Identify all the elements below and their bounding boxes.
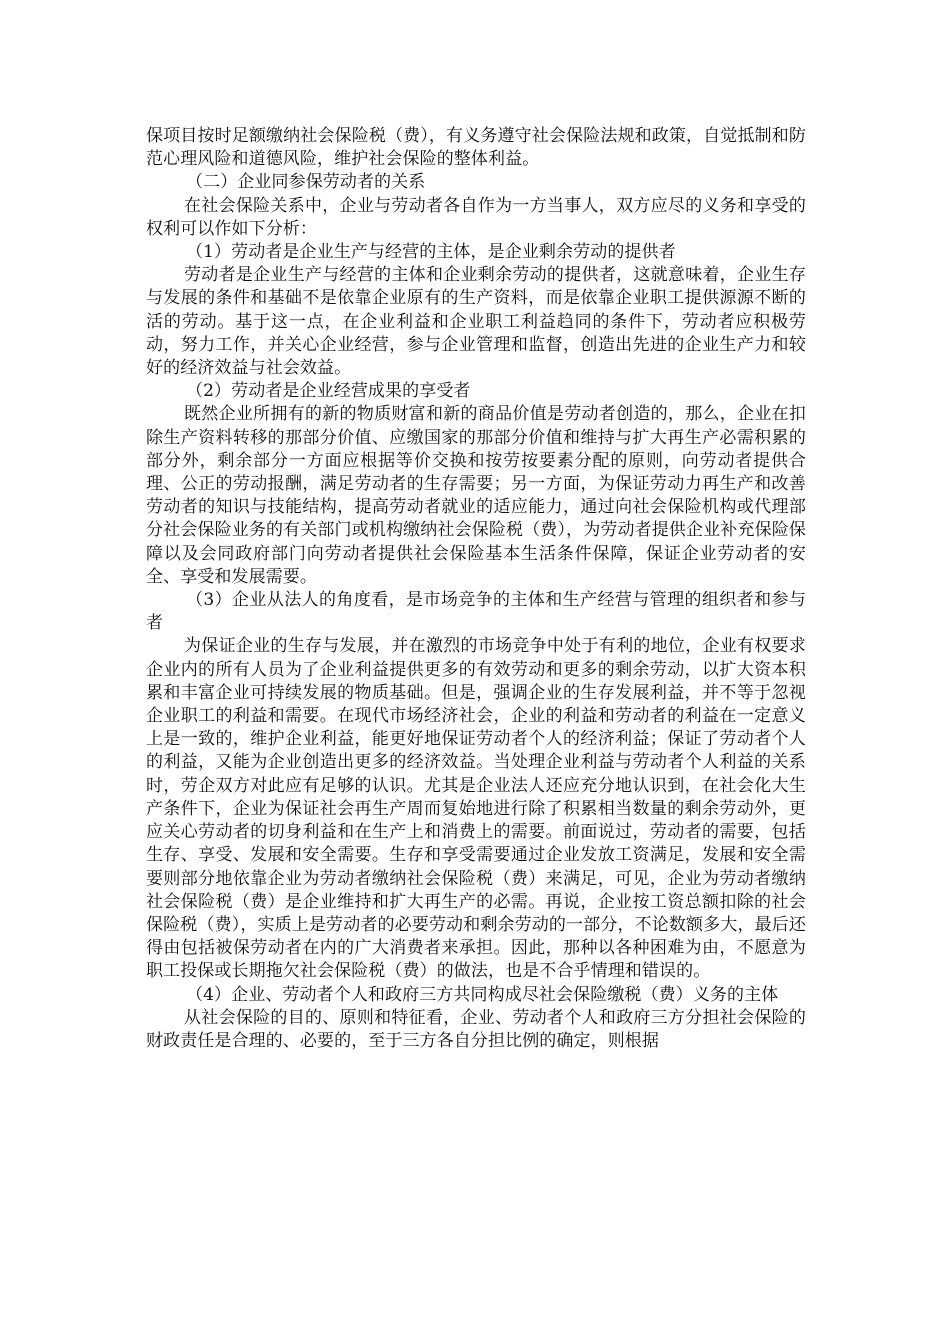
- body-paragraph: 从社会保险的目的、原则和特征看，企业、劳动者个人和政府三方分担社会保险的财政责任是合理的、必要的，至于三方各自分担比例的确定，则根据: [146, 1007, 806, 1051]
- document-body: [146, 125, 806, 1053]
- body-paragraph: 为保证企业的生存与发展，并在激烈的市场竞争中处于有利的地位，企业有权要求企业内的所有人员为了企业利益提供更多的有效劳动和更多的剩余劳动，以扩大资本积累和丰富企业可持续发展的物质基础。但是，强调企业的生存发展利益，并不等于忽视企业职工的利益和需要。在现代市场经济社会，企业的利益和劳动者的利益在一定意义上是一致的，维护企业利益，能更好地保证劳动者个人的经济利益；保证了劳动者个人的利益，又能为企业创造出更多的经济效益。当处理企业利益与劳动者个人利益的关系时，劳企双方对此应有足够的认识。尤其是企业法人还应充分地认识到，在社会化大生产条件下，企业为保证社会再生产周而复始地进行除了积累相当数量的剩余劳动外，更应关心劳动者的切身利益和在生产上和消费上的需要。前面说过，劳动者的需要，包括生存、享受、发展和安全需要。生存和享受需要通过企业发放工资满足，发展和安全需要则部分地依靠企业为劳动者缴纳社会保险税（费）来满足，可见，企业为劳动者缴纳社会保险税（费）是企业维持和扩大再生产的必需。再说，企业按工资总额扣除的社会保险税（费），实质上是劳动者的必要劳动和剩余劳动的一部分，不论数额多大，最后还得由包括被保劳动者在内的广大消费者来承担。因此，那种以各种困难为由，不愿意为职工投保或长期拖欠社会保险税（费）的做法，也是不合乎情理和错误的。: [146, 636, 806, 982]
- body-paragraph: 保项目按时足额缴纳社会保险税（费），有义务遵守社会保险法规和政策，自觉抵制和防范心理风险和道德风险，维护社会保险的整体利益。: [146, 126, 806, 170]
- subsection-heading: （1）劳动者是企业生产与经营的主体，是企业剩余劳动的提供者: [186, 242, 676, 263]
- subsection-heading: （3）企业从法人的角度看，是市场竞争的主体和生产经营与管理的组织者和参与者: [146, 590, 806, 634]
- section-heading: （二）企业同参保劳动者的关系: [186, 172, 426, 193]
- body-paragraph: 既然企业所拥有的新的物质财富和新的商品价值是劳动者创造的，那么，企业在扣除生产资料转移的那部分价值、应缴国家的那部分价值和维持与扩大再生产必需积累的部分外，剩余部分一方面应根据等价交换和按劳按要素分配的原则，向劳动者提供合理、公正的劳动报酬，满足劳动者的生存需要；另一方面，为保证劳动力再生产和改善劳动者的知识与技能结构，提高劳动者就业的适应能力，通过向社会保险机构或代理部分社会保险业务的有关部门或机构缴纳社会保险税（费），为劳动者提供企业补充保险保障以及会同政府部门向劳动者提供社会保险基本生活条件保障，保证企业劳动者的安全、享受和发展需要。: [146, 404, 806, 587]
- subsection-heading: （4）企业、劳动者个人和政府三方共同构成尽社会保险缴税（费）义务的主体: [186, 984, 779, 1005]
- body-paragraph: 劳动者是企业生产与经营的主体和企业剩余劳动的提供者，这就意味着，企业生存与发展的条件和基础不是依靠企业原有的生产资料，而是依靠企业职工提供源源不断的活的劳动。基于这一点，在企业利益和企业职工利益趋同的条件下，劳动者应积极劳动，努力工作，并关心企业经营，参与企业管理和监督，创造出先进的企业生产力和较好的经济效益与社会效益。: [146, 265, 806, 379]
- body-paragraph: 在社会保险关系中，企业与劳动者各自作为一方当事人，双方应尽的义务和享受的权利可以作如下分析：: [146, 195, 806, 239]
- subsection-heading: （2）劳动者是企业经营成果的享受者: [186, 381, 471, 402]
